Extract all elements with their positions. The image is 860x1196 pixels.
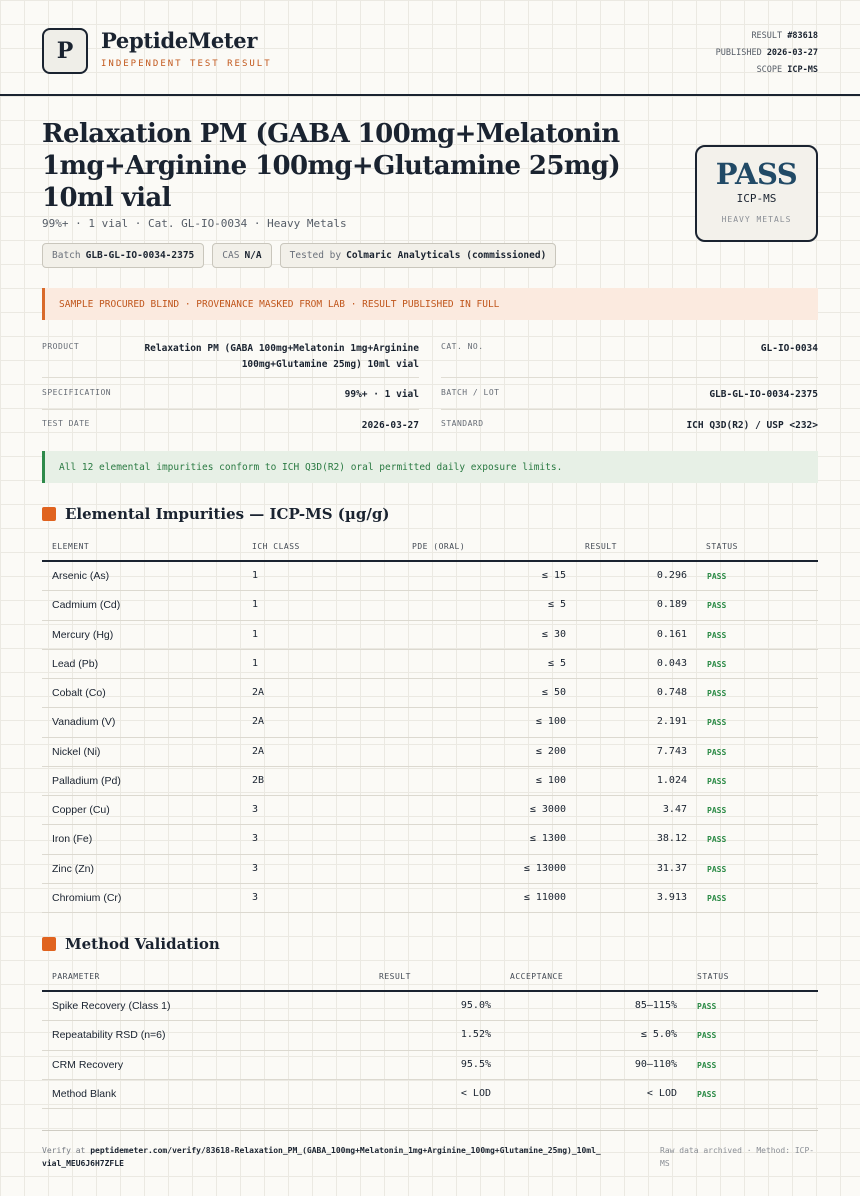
result-value: 0.043 — [656, 657, 687, 669]
status-badge: PASS — [707, 572, 727, 581]
pde-limit: ≤ 50 — [541, 687, 566, 698]
section-marker-icon — [42, 937, 56, 951]
result-label: RESULT — [751, 31, 783, 41]
impurity-row — [42, 884, 818, 913]
ich-class: 1 — [252, 599, 259, 611]
element-name: Arsenic (As) — [52, 570, 110, 582]
ich-class: 1 — [252, 570, 259, 581]
result-value: 3.47 — [662, 804, 687, 815]
detail-cat — [441, 340, 818, 378]
result-value: 38.12 — [656, 833, 687, 845]
col-val-status: STATUS — [697, 972, 729, 981]
archive-note: Raw data archived · Method: ICP-MS — [660, 1146, 815, 1168]
detail-spec-label: SPECIFICATION — [42, 388, 112, 397]
element-name: Iron (Fe) — [52, 833, 93, 846]
scope-value: ICP-MS — [787, 65, 818, 75]
col-parameter: PARAMETER — [52, 972, 100, 981]
detail-product-label: PRODUCT — [42, 342, 80, 351]
product-chips — [42, 243, 556, 268]
section-marker-icon — [42, 507, 56, 521]
cas-chip-label: CAS — [222, 250, 240, 261]
validation-heading-text: Method Validation — [65, 935, 220, 953]
status-badge: PASS — [707, 864, 727, 874]
batch-chip-label: Batch — [52, 250, 81, 261]
status-badge: PASS — [707, 601, 727, 611]
validation-table — [42, 964, 818, 1109]
brand-name: PeptideMeter — [101, 28, 258, 53]
pde-limit: ≤ 11000 — [523, 891, 566, 903]
batch-chip — [42, 243, 204, 268]
pde-limit: ≤ 13000 — [523, 862, 566, 874]
col-val-result: RESULT — [379, 972, 411, 981]
validation-result: < LOD — [460, 1087, 491, 1099]
element-name: Vanadium (V) — [52, 716, 116, 729]
pde-limit: ≤ 15 — [541, 570, 566, 581]
col-acceptance: ACCEPTANCE — [510, 972, 564, 981]
detail-batch-label: BATCH / LOT — [441, 388, 500, 397]
cas-chip-value: N/A — [244, 250, 262, 261]
verify-prefix: Verify at — [42, 1146, 86, 1155]
ich-class: 3 — [252, 891, 259, 903]
element-name: Cobalt (Co) — [52, 687, 106, 699]
published-date: 2026-03-27 — [766, 48, 818, 58]
status-badge: PASS — [707, 893, 727, 903]
ich-class: 1 — [252, 657, 259, 669]
pass-stamp — [695, 145, 818, 242]
detail-date-value: 2026-03-27 — [361, 420, 419, 431]
report-meta — [716, 28, 818, 79]
conformance-banner: All 12 elemental impurities conform to ICH Q3D(R2) oral permitted daily exposure limits. — [42, 451, 818, 483]
ich-class: 2A — [252, 716, 265, 728]
impurities-rows — [42, 562, 818, 913]
element-name: Copper (Cu) — [52, 804, 110, 816]
parameter-name: Method Blank — [52, 1087, 117, 1100]
tested-by-chip — [280, 243, 557, 268]
parameter-name: Repeatability RSD (n=6) — [52, 1029, 166, 1042]
impurity-row — [42, 562, 818, 591]
acceptance-range: < LOD — [646, 1087, 677, 1099]
impurity-row — [42, 650, 818, 679]
element-name: Zinc (Zn) — [52, 862, 94, 875]
impurities-table — [42, 534, 818, 913]
parameter-name: Spike Recovery (Class 1) — [52, 1000, 171, 1012]
verify-link[interactable]: peptidemeter.com/verify/83618-Relaxation_PM_(GABA_100mg+Melatonin_1mg+Arginine_100mg+Glutamine_25mg)_10ml_vial_MEU6J6H7ZFLE — [42, 1146, 601, 1168]
validation-row — [42, 1051, 818, 1080]
result-value: 3.913 — [656, 891, 687, 903]
validation-rows — [42, 992, 818, 1109]
element-name: Nickel (Ni) — [52, 745, 101, 758]
detail-spec-value: 99%+ · 1 vial — [344, 389, 419, 400]
element-name: Mercury (Hg) — [52, 628, 114, 641]
pde-limit: ≤ 200 — [535, 745, 566, 757]
impurity-row — [42, 621, 818, 650]
ich-class: 3 — [252, 862, 259, 874]
impurity-row — [42, 679, 818, 708]
detail-spec — [42, 386, 419, 410]
validation-row — [42, 992, 818, 1021]
result-value: 0.161 — [656, 628, 687, 640]
validation-row — [42, 1080, 818, 1109]
stamp-method: ICP-MS — [736, 192, 777, 205]
verify-note — [42, 1144, 602, 1170]
col-pde: PDE (ORAL) — [412, 542, 466, 551]
status-badge: PASS — [707, 835, 727, 845]
impurity-row — [42, 855, 818, 884]
status-badge: PASS — [697, 1060, 717, 1070]
scope-label: SCOPE — [756, 65, 783, 75]
report-footer — [42, 1130, 818, 1168]
product-subline: 99%+ · 1 vial · Cat. GL-IO-0034 · Heavy Metals — [42, 217, 347, 230]
col-status: STATUS — [706, 542, 738, 551]
cas-chip — [212, 243, 271, 268]
logo-mark: P — [42, 28, 88, 74]
tested-by-value: Colmaric Analyticals (commissioned) — [346, 250, 547, 261]
impurities-header-row — [42, 534, 818, 562]
status-badge: PASS — [697, 1002, 717, 1011]
impurities-heading — [42, 505, 389, 523]
status-badge: PASS — [707, 776, 727, 786]
ich-class: 3 — [252, 833, 259, 845]
ich-class: 2A — [252, 745, 265, 757]
status-badge: PASS — [707, 747, 727, 757]
detail-batch-value: GLB-GL-IO-0034-2375 — [709, 389, 818, 400]
validation-result: 95.5% — [460, 1058, 491, 1070]
impurities-heading-text: Elemental Impurities — ICP-MS (µg/g) — [65, 505, 390, 523]
element-name: Lead (Pb) — [52, 657, 99, 670]
col-ich-class: ICH CLASS — [252, 542, 300, 551]
detail-standard-label: STANDARD — [441, 419, 484, 428]
stamp-verdict: PASS — [715, 157, 798, 191]
result-id: #83618 — [787, 31, 818, 41]
impurity-row — [42, 591, 818, 620]
status-badge: PASS — [697, 1089, 717, 1099]
acceptance-range: 90–110% — [634, 1058, 677, 1070]
parameter-name: CRM Recovery — [52, 1058, 124, 1071]
element-name: Palladium (Pd) — [52, 774, 121, 787]
status-badge: PASS — [707, 630, 727, 640]
impurity-row — [42, 708, 818, 737]
detail-product-value: Relaxation PM (GABA 100mg+Melatonin 1mg+Arginine 100mg+Glutamine 25mg) 10ml vial — [144, 343, 419, 370]
stamp-category: HEAVY METALS — [721, 215, 792, 224]
result-value: 1.024 — [656, 774, 687, 786]
detail-standard — [441, 417, 818, 439]
status-badge: PASS — [707, 659, 727, 669]
impurity-row — [42, 738, 818, 767]
detail-date-label: TEST DATE — [42, 419, 90, 428]
result-value: 0.296 — [656, 570, 687, 581]
validation-result: 1.52% — [460, 1029, 491, 1041]
detail-date — [42, 417, 419, 439]
product-title: Relaxation PM (GABA 100mg+Melatonin 1mg+Arginine 100mg+Glutamine 25mg) 10ml vial — [42, 119, 621, 213]
detail-cat-label: CAT. NO. — [441, 342, 484, 351]
status-badge: PASS — [707, 806, 727, 815]
detail-product — [42, 340, 419, 378]
detail-batch — [441, 386, 818, 410]
published-label: PUBLISHED — [715, 48, 762, 58]
pde-limit: ≤ 1300 — [529, 833, 566, 845]
pde-limit: ≤ 3000 — [529, 804, 566, 815]
procurement-notice: SAMPLE PROCURED BLIND · PROVENANCE MASKED FROM LAB · RESULT PUBLISHED IN FULL — [42, 288, 818, 320]
brand-tagline: INDEPENDENT TEST RESULT — [101, 59, 272, 69]
ich-class: 2A — [252, 687, 265, 698]
detail-standard-value: ICH Q3D(R2) / USP <232> — [686, 420, 818, 431]
pde-limit: ≤ 30 — [541, 628, 566, 640]
batch-chip-value: GLB-GL-IO-0034-2375 — [85, 250, 195, 261]
col-result: RESULT — [585, 542, 617, 551]
result-value: 7.743 — [656, 745, 687, 757]
acceptance-range: ≤ 5.0% — [640, 1029, 677, 1041]
detail-cat-value: GL-IO-0034 — [760, 343, 818, 354]
result-value: 31.37 — [656, 862, 687, 874]
ich-class: 1 — [252, 628, 259, 640]
report-header — [0, 0, 860, 96]
validation-heading — [42, 935, 220, 953]
element-name: Chromium (Cr) — [52, 891, 122, 904]
element-name: Cadmium (Cd) — [52, 599, 121, 612]
result-value: 2.191 — [656, 716, 687, 728]
pde-limit: ≤ 5 — [547, 599, 566, 611]
pde-limit: ≤ 100 — [535, 716, 566, 728]
validation-row — [42, 1021, 818, 1050]
acceptance-range: 85–115% — [634, 1000, 677, 1011]
result-value: 0.189 — [656, 599, 687, 611]
result-value: 0.748 — [656, 687, 687, 698]
status-badge: PASS — [707, 689, 727, 698]
validation-result: 95.0% — [460, 1000, 491, 1011]
status-badge: PASS — [707, 718, 727, 728]
validation-header-row — [42, 964, 818, 992]
pde-limit: ≤ 5 — [547, 657, 566, 669]
pde-limit: ≤ 100 — [535, 774, 566, 786]
ich-class: 2B — [252, 774, 265, 786]
impurity-row — [42, 796, 818, 825]
impurity-row — [42, 825, 818, 854]
tested-by-label: Tested by — [289, 250, 342, 261]
col-element: ELEMENT — [52, 542, 90, 551]
status-badge: PASS — [697, 1031, 717, 1041]
ich-class: 3 — [252, 804, 259, 815]
impurity-row — [42, 767, 818, 796]
